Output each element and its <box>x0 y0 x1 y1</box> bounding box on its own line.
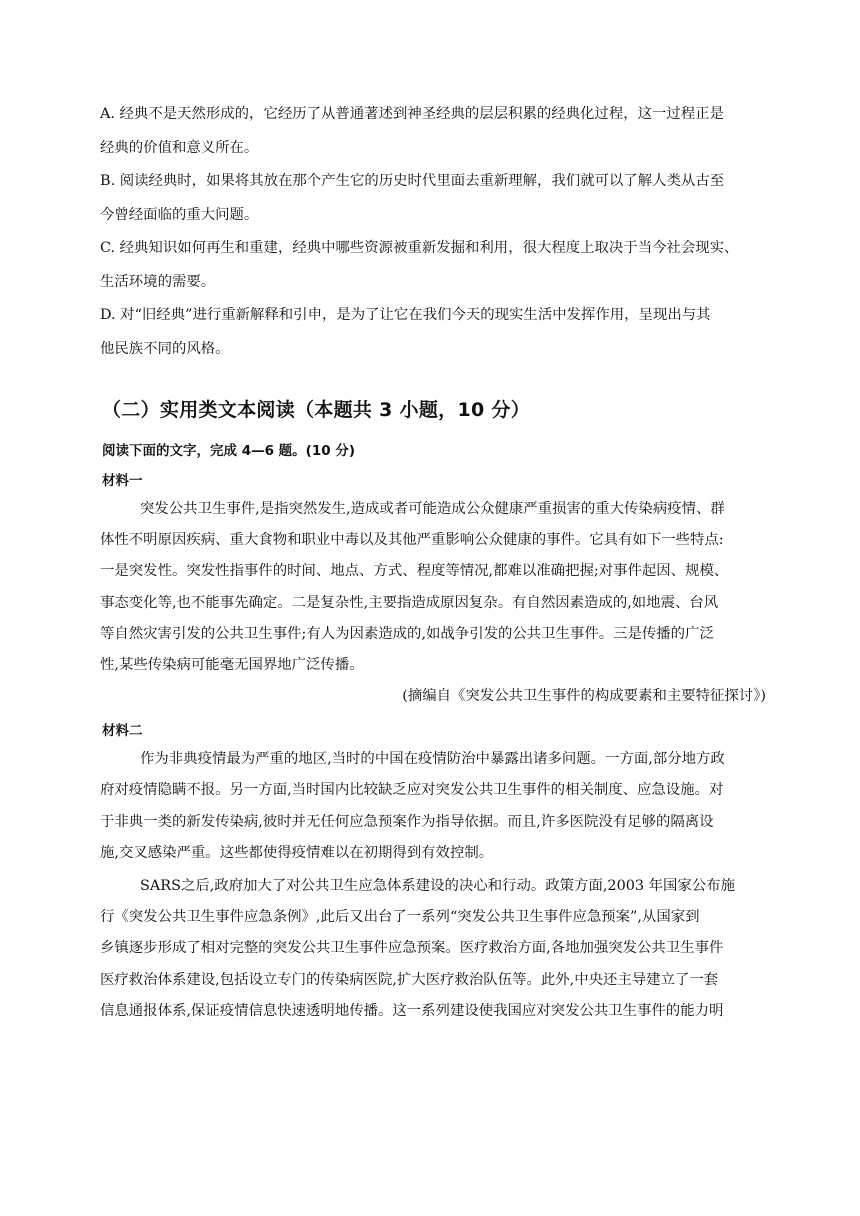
material-two-paragraph-2 <box>100 871 770 1027</box>
text-line: 一是突发性。突发性指事件的时间、地点、方式、程度等情况,都难以准确把握;对事件起因、规模、 <box>100 563 729 580</box>
text-line: 等自然灾害引发的公共卫生事件;有人为因素造成的,如战争引发的公共卫生事件。三是传播的广泛 <box>100 625 714 642</box>
text-line: 突发公共卫生事件,是指突然发生,造成或者可能造成公众健康严重损害的重大传染病疫情、群 <box>140 501 725 517</box>
text-line: 性,某些传染病可能毫无国界地广泛传播。 <box>100 657 364 674</box>
option-line: 今曾经面临的重大问题。 <box>100 206 259 223</box>
option-line: B. 阅读经典时，如果将其放在那个产生它的历史时代里面去重新理解，我们就可以了解人类从古至 <box>100 173 725 189</box>
option-line: A. 经典不是天然形成的，它经历了从普通著述到神圣经典的层层积累的经典化过程，这一过程正是 <box>100 106 724 122</box>
option-c <box>100 232 770 299</box>
text-line: 于非典一类的新发传染病,彼时并无任何应急预案作为指导依据。而且,许多医院没有足够的隔离设 <box>100 813 714 830</box>
material-one-source: (摘编自《突发公共卫生事件的构成要素和主要特征探讨》) <box>402 688 766 705</box>
option-line: C. 经典知识如何再生和重建，经典中哪些资源被重新发掘和利用，很大程度上取决于当今社会现实、 <box>100 240 739 256</box>
exam-page <box>100 98 770 1027</box>
text-line: 事态变化等,也不能事先确定。二是复杂性,主要指造成原因复杂。有自然因素造成的,如地震、台风 <box>100 594 719 611</box>
option-line: 经典的价值和意义所在。 <box>100 139 259 156</box>
option-a <box>100 98 770 165</box>
option-line: 生活环境的需要。 <box>100 273 216 290</box>
option-d <box>100 299 770 366</box>
text-line: 作为非典疫情最为严重的地区,当时的中国在疫情防治中暴露出诸多问题。一方面,部分地方政 <box>140 751 725 768</box>
text-line: 体性不明原因疾病、重大食物和职业中毒以及其他严重影响公众健康的事件。它具有如下一些特点: <box>100 532 724 549</box>
material-one-heading: 材料一 <box>102 473 143 489</box>
material-two <box>100 720 770 1027</box>
option-line: 他民族不同的风格。 <box>100 340 230 357</box>
option-line: D. 对“旧经典”进行重新解释和引申，是为了让它在我们今天的现实生活中发挥作用，呈现出与其 <box>100 307 711 323</box>
text-line: 医疗救治体系建设,包括设立专门的传染病医院,扩大医疗救治队伍等。此外,中央还主导建立了一套 <box>100 971 719 988</box>
option-b <box>100 165 770 232</box>
text-line: SARS之后,政府加大了对公共卫生应急体系建设的决心和行动。政策方面,2003 年国家公布施 <box>140 878 735 895</box>
material-two-heading: 材料二 <box>102 723 143 740</box>
text-line: 信息通报体系,保证疫情信息快速透明地传播。这一系列建设使我国应对突发公共卫生事件的能力明 <box>100 1002 724 1019</box>
answer-options <box>100 98 770 366</box>
material-one-paragraph <box>100 494 770 681</box>
text-line: 府对疫情隐瞒不报。另一方面,当时国内比较缺乏应对突发公共卫生事件的相关制度、应急设施。对 <box>100 782 724 799</box>
reading-instruction: 阅读下面的文字，完成 4—6 题。(10 分) <box>102 443 356 459</box>
section-title: （二）实用类文本阅读（本题共 3 小题，10 分） <box>102 399 531 421</box>
text-line: 施,交叉感染严重。这些都使得疫情难以在初期得到有效控制。 <box>100 844 494 861</box>
material-one <box>100 470 770 712</box>
text-line: 行《突发公共卫生事件应急条例》,此后又出台了一系列“突发公共卫生事件应急预案”,从国家到 <box>100 909 700 926</box>
material-two-paragraph-1 <box>100 744 770 869</box>
text-line: 乡镇逐步形成了相对完整的突发公共卫生事件应急预案。医疗救治方面,各地加强突发公共卫生事件 <box>100 940 724 957</box>
